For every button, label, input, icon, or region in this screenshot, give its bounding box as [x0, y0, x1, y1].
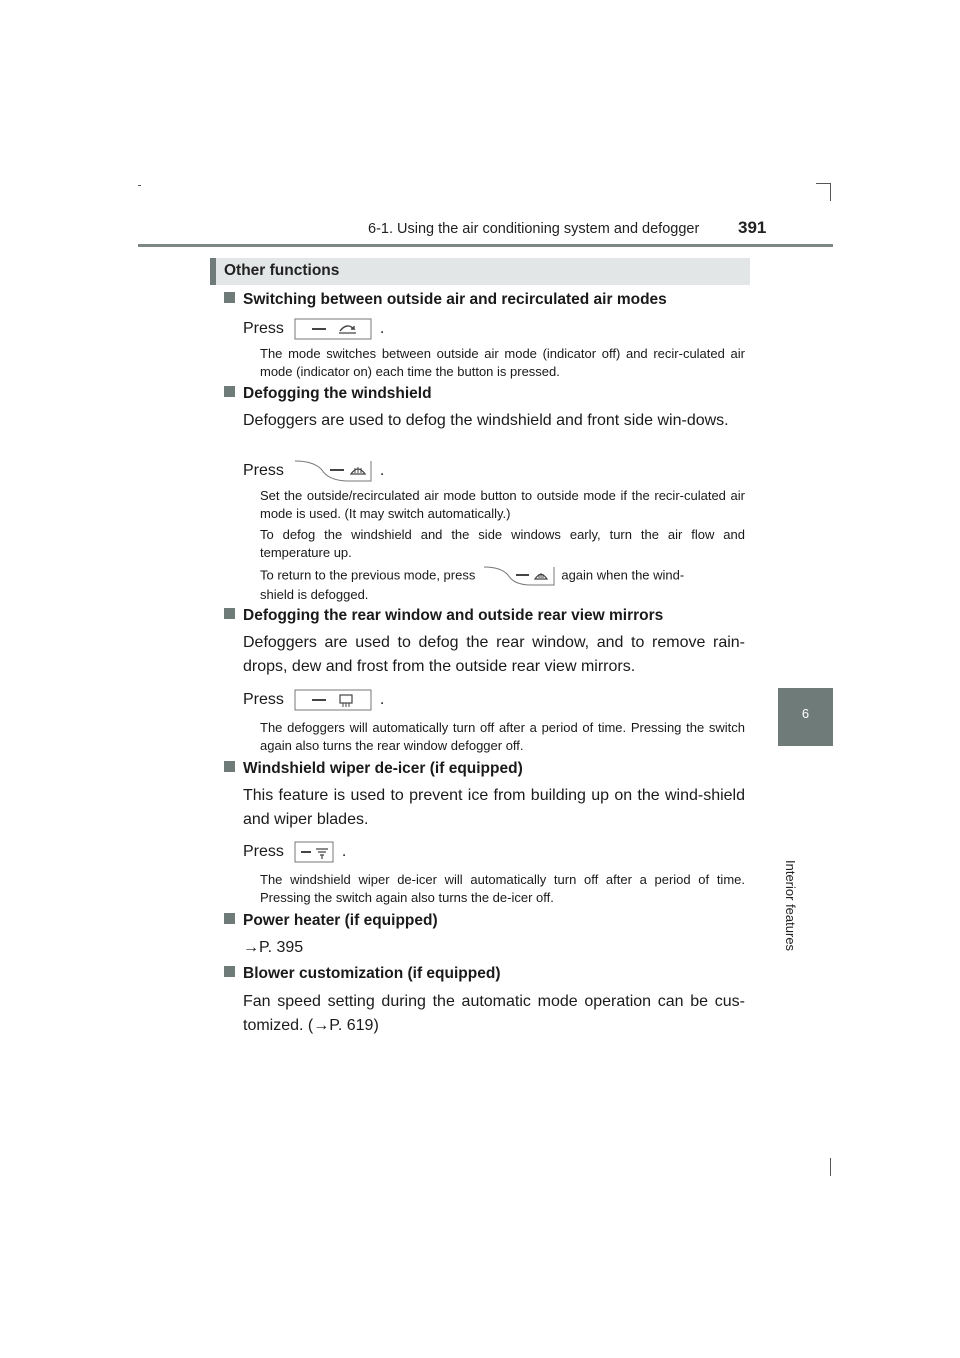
- heading-rear-window: Defogging the rear window and outside rear view mirrors: [224, 607, 663, 625]
- chapter-number: 6: [801, 706, 810, 721]
- body-windshield: Defoggers are used to defog the windshield and front side win-dows.: [243, 412, 729, 429]
- body-rear-window: Defoggers are used to defog the rear window, and to remove rain-drops, dew and frost from the outside rear view mirrors.: [243, 634, 745, 675]
- running-header: 6-1. Using the air conditioning system and defogger: [368, 221, 700, 237]
- body-blower: Fan speed setting during the automatic mode operation can be cus-tomized. (→P. 619): [243, 993, 745, 1034]
- press-line-deicer: Press .: [243, 841, 346, 863]
- rear-defogger-button-icon: [294, 689, 372, 711]
- crop-mark: [830, 183, 831, 201]
- wiper-deicer-button-icon: [294, 841, 334, 863]
- heading-blower: Blower customization (if equipped): [224, 965, 500, 983]
- bullet-square: [224, 386, 235, 397]
- press-line-air-modes: Press .: [243, 318, 384, 340]
- bullet-square: [224, 966, 235, 977]
- note-rear-window: The defoggers will automatically turn off after a period of time. Pressing the switch again also turns the rear window defogger off.: [260, 720, 745, 753]
- heading-air-modes: Switching between outside air and recirculated air modes: [224, 291, 667, 309]
- page-number: 391: [738, 218, 767, 237]
- bullet-square: [224, 292, 235, 303]
- bullet-square: [224, 608, 235, 619]
- front-defogger-button-icon: [294, 460, 372, 482]
- bullet-square: [224, 761, 235, 772]
- press-line-windshield: Press .: [243, 460, 384, 482]
- recirculate-air-button-icon: [294, 318, 372, 340]
- heading-windshield: Defogging the windshield: [224, 385, 432, 403]
- note-windshield-2: To defog the windshield and the side windows early, turn the air flow and temperature up.: [260, 527, 745, 560]
- note-windshield-3: To return to the previous mode, press again when the wind- shield is defogged.: [260, 567, 685, 602]
- header-rule: [138, 244, 833, 247]
- heading-power-heater: Power heater (if equipped): [224, 912, 438, 930]
- note-air-modes: The mode switches between outside air mode (indicator off) and recir-culated air mode (indicator on) each time the button is pressed.: [260, 346, 745, 379]
- crop-mark: [816, 183, 831, 184]
- crop-mark: [138, 185, 141, 186]
- press-line-rear-window: Press .: [243, 689, 384, 711]
- note-windshield-1: Set the outside/recirculated air mode button to outside mode if the recir-culated air mode is used. (It may switch automatically.): [260, 488, 745, 521]
- crop-mark: [830, 1158, 831, 1176]
- bullet-square: [224, 913, 235, 924]
- front-defogger-button-icon: [483, 566, 555, 586]
- section-bar-accent: [210, 258, 216, 285]
- section-title: Other functions: [224, 262, 340, 279]
- heading-deicer: Windshield wiper de-icer (if equipped): [224, 760, 523, 778]
- ref-power-heater[interactable]: →P. 395: [243, 939, 304, 956]
- note-deicer: The windshield wiper de-icer will automatically turn off after a period of time. Pressing the switch again also turns the de-icer off.: [260, 872, 745, 905]
- chapter-label: Interior features: [783, 860, 798, 952]
- body-deicer: This feature is used to prevent ice from building up on the wind-shield and wiper blades.: [243, 787, 745, 828]
